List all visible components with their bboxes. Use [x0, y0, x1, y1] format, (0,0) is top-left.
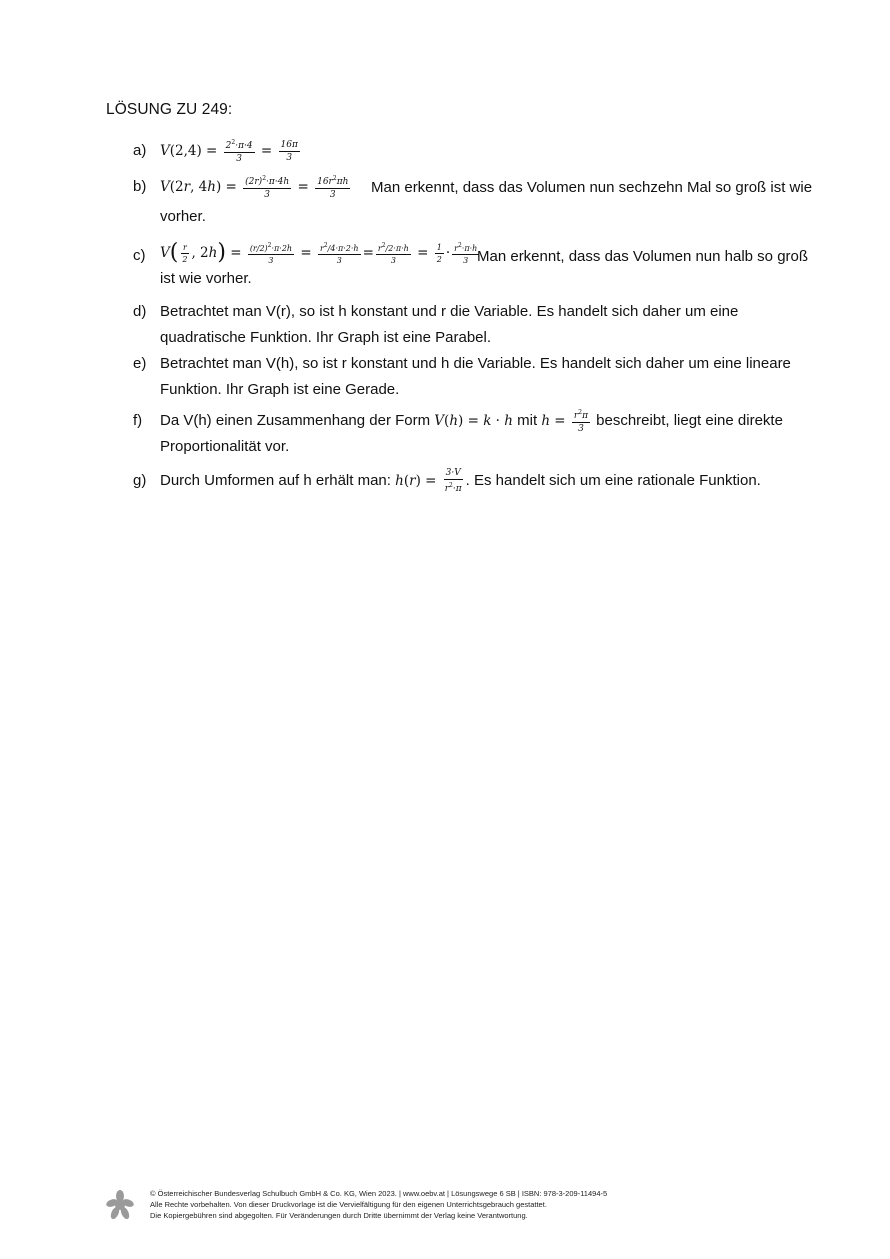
- text-f-line1: Da V(h) einen Zusammenhang der Form V(h) = k · h mit h = $\frac{r^2\pi}{3}$ beschreibt, liegt eine direkte: [160, 409, 783, 435]
- footer-line1: © Österreichischer Bundesverlag Schulbuch GmbH & Co. KG, Wien 2023. | www.oebv.at | Lösungswege 6 SB | ISBN: 978-3-209-11494-5: [150, 1189, 608, 1198]
- label-a: a): [133, 142, 147, 159]
- comment-b: Man erkennt, dass das Volumen nun sechzehn Mal so groß ist wie: [371, 179, 813, 196]
- solution-e: [133, 351, 833, 403]
- footer-line3: Die Kopiergebühren sind abgegolten. Für Veränderungen durch Dritte übernimmt der Verlag keine Verantwortung.: [150, 1211, 528, 1220]
- formula-b: V(2r, 4h) = $\frac{(2r)^2\cdot\pi\cdot 4h}{3}$ = $\frac{16r^2\pi h}{3}$: [160, 175, 349, 201]
- page-title: LÖSUNG ZU 249:: [106, 101, 233, 118]
- label-b: b): [133, 178, 147, 195]
- text-f-mid: mit: [517, 412, 538, 429]
- text-f-line2: Proportionalität vor.: [160, 438, 290, 456]
- label-g: g): [133, 472, 147, 489]
- continuation-b: vorher.: [160, 208, 206, 226]
- solution-a: [133, 138, 833, 164]
- text-e-line1: Betrachtet man V(h), so ist r konstant und h die Variable. Es handelt sich daher um eine lineare: [160, 355, 791, 372]
- solution-g: [133, 468, 833, 494]
- solution-d: [133, 299, 833, 351]
- label-e: e): [133, 355, 147, 372]
- text-g: Durch Umformen auf h erhält man: h(r) = $\frac{3\cdot V}{r^2\cdot\pi}$ . Es handelt sich um eine rationale Funktion.: [160, 468, 761, 495]
- text-g-pre: Durch Umformen auf h erhält man:: [160, 472, 391, 489]
- label-f: f): [133, 412, 143, 429]
- comment-c: Man erkennt, dass das Volumen nun halb so groß: [477, 248, 809, 265]
- formula-c: V( $\frac{r}{2}$ , 2h) = $\frac{(r/2)^2\cdot\pi\cdot 2h}{3}$ = $\frac{r^2/4\cdot\pi\cdot 2\cdot h}{3}$ = $\frac{r^2/2\cdot\pi\cdot h}{3}$ = $\frac{1}{2}$ · $\frac{r^2\cdot\pi\cdot h}{3}$: [160, 240, 478, 266]
- footer-line2: Alle Rechte vorbehalten. Von dieser Druckvorlage ist die Vervielfältigung für den eigenen Unterrichtsgebrauch gestattet.: [150, 1200, 547, 1209]
- continuation-c: ist wie vorher.: [160, 270, 252, 288]
- publisher-logo-icon: [106, 1190, 134, 1220]
- solution-f: [133, 408, 833, 460]
- text-f-post: beschreibt, liegt eine direkte: [596, 412, 783, 429]
- text-e-line2: Funktion. Ihr Graph ist eine Gerade.: [160, 381, 400, 398]
- text-g-post: . Es handelt sich um eine rationale Funktion.: [465, 472, 761, 489]
- formula-a: V(2,4) = $\frac{2^2\cdot\pi\cdot 4}{3}$ = $\frac{16\pi}{3}$: [160, 139, 298, 165]
- label-d: d): [133, 303, 147, 320]
- text-d-line1: Betrachtet man V(r), so ist h konstant und r die Variable. Es handelt sich daher um eine: [160, 303, 739, 320]
- text-f-pre: Da V(h) einen Zusammenhang der Form: [160, 412, 431, 429]
- label-c: c): [133, 247, 146, 264]
- text-d-line2: quadratische Funktion. Ihr Graph ist eine Parabel.: [160, 329, 492, 346]
- footer-text: [150, 1188, 607, 1221]
